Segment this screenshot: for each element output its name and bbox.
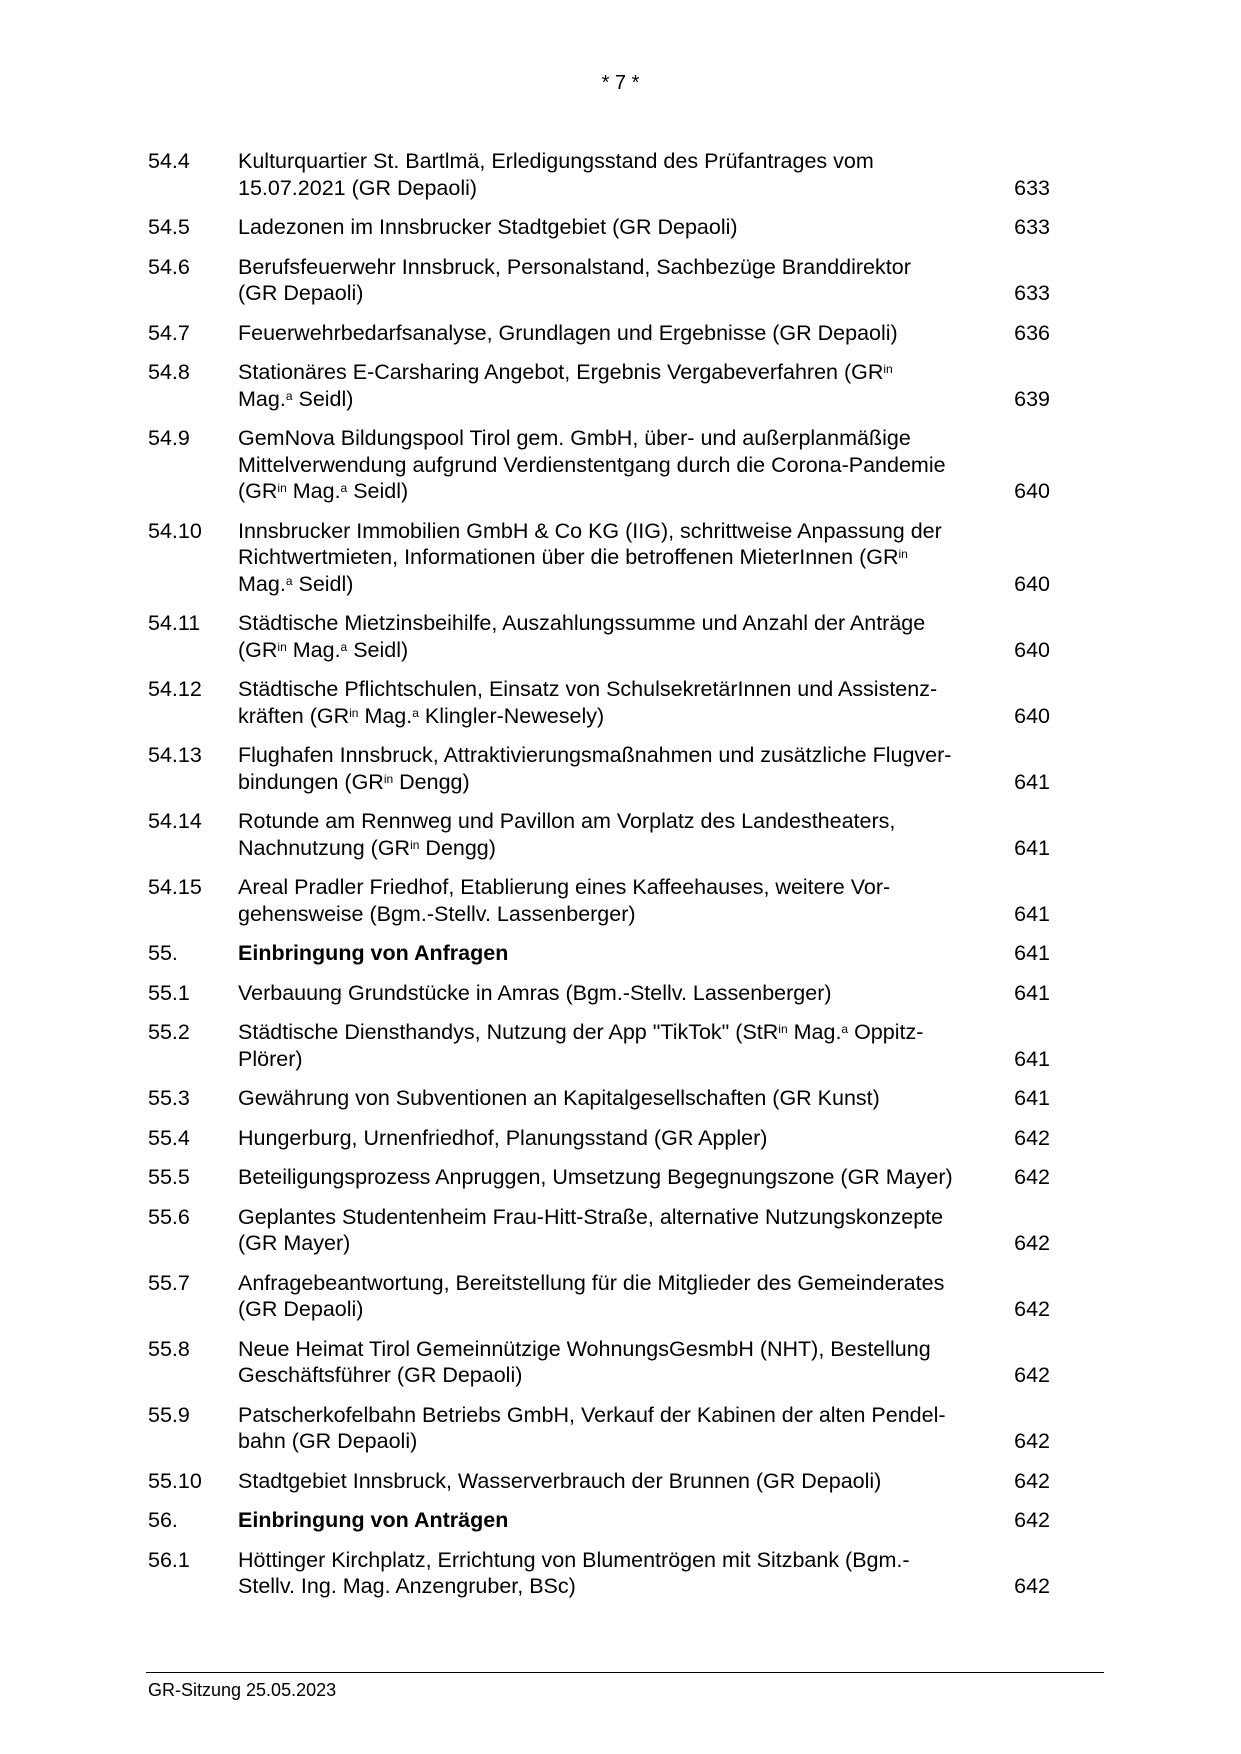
toc-entry-title [238, 1270, 1014, 1323]
toc-entry [148, 610, 1098, 663]
title-text: Mag. [238, 571, 286, 596]
toc-entry-number: 55.3 [148, 1086, 190, 1110]
toc-entry-page-number: 633 [1014, 281, 1050, 305]
title-superscript: a [412, 705, 419, 720]
title-text: Seidl) [292, 386, 354, 411]
toc-entry-number: 55.1 [148, 980, 190, 1005]
toc-entry-title-line [238, 359, 1014, 386]
toc-entry-title [238, 1507, 1014, 1534]
toc-entry-page-number: 640 [1014, 703, 1050, 728]
toc-entry-title [238, 1468, 1014, 1495]
toc-entry-title-line [238, 1507, 1014, 1534]
toc-entry-title-line [238, 280, 1014, 307]
toc-entry-title [238, 1085, 1014, 1112]
title-text: (GR Mayer) [238, 1231, 351, 1255]
toc-entry-title [238, 808, 1014, 861]
title-text: GemNova Bildungspool Tirol gem. GmbH, über- und außerplanmäßige [238, 426, 911, 450]
title-superscript: in [778, 1022, 788, 1036]
toc-entry-title-line [238, 940, 1014, 967]
toc-entry-number: 55.9 [148, 1402, 190, 1427]
title-text: Flughafen Innsbruck, Attraktivierungsmaßnahmen und zusätzliche Flugver- [238, 743, 952, 767]
toc-entry-number: 54.6 [148, 254, 190, 279]
title-text: bahn (GR Depaoli) [238, 1429, 418, 1453]
toc-entry [148, 1164, 1098, 1191]
toc-entry-title-line [238, 1336, 1014, 1363]
toc-entry-title [238, 1547, 1014, 1600]
toc-entry-page-number: 639 [1014, 386, 1050, 411]
title-superscript: in [383, 771, 394, 786]
toc-entry-number: 54.15 [148, 875, 202, 899]
title-text: Einbringung von Anträgen [238, 1508, 509, 1532]
toc-entry-title-line [238, 835, 1014, 862]
toc-entry-title-line [238, 386, 1014, 413]
toc-entry-page-number: 641 [1014, 980, 1050, 1005]
toc-entry-title-line [238, 676, 1014, 703]
title-text: Stellv. Ing. Mag. Anzengruber, BSc) [238, 1574, 576, 1598]
toc-entry [148, 1468, 1098, 1495]
toc-entry-number: 56. [148, 1508, 178, 1532]
toc-entry-number: 55.8 [148, 1336, 190, 1361]
toc-entry [148, 1019, 1098, 1072]
title-superscript: in [277, 481, 287, 495]
title-text: Städtische Mietzinsbeihilfe, Auszahlungssumme und Anzahl der Anträge [238, 611, 926, 635]
toc-entry-number: 55.7 [148, 1270, 190, 1295]
title-text: Mag. [787, 1020, 842, 1044]
toc-entry [148, 1085, 1098, 1112]
title-text: Ladezonen im Innsbrucker Stadtgebiet (GR Depaoli) [238, 215, 738, 239]
title-text: Kulturquartier St. Bartlmä, Erledigungsstand des Prüfantrages vom [238, 149, 874, 173]
toc-entry-number: 54.7 [148, 320, 190, 345]
toc-entry-title [238, 1402, 1014, 1455]
title-text: Geplantes Studentenheim Frau-Hitt-Straße, alternative Nutzungskonzepte [238, 1204, 944, 1229]
toc-entry [148, 148, 1098, 201]
title-text: Gewährung von Subventionen an Kapitalgesellschaften (GR Kunst) [238, 1086, 880, 1110]
toc-entry-page-number: 642 [1014, 1363, 1050, 1387]
toc-entry [148, 980, 1098, 1007]
title-text: Einbringung von Anfragen [238, 941, 509, 965]
toc-entry-page-number: 641 [1014, 1046, 1050, 1071]
toc-entry-page-number: 642 [1014, 1231, 1050, 1255]
toc-entry-title-line [238, 518, 1014, 545]
toc-entry-page-number: 642 [1014, 1468, 1050, 1493]
title-text: Mittelverwendung aufgrund Verdienstentgang durch die Corona-Pandemie [238, 452, 946, 477]
title-text: Nachnutzung (GR [238, 835, 411, 860]
toc-entry-title [238, 148, 1014, 201]
toc-entry-number: 54.13 [148, 743, 202, 767]
toc-entry [148, 874, 1098, 927]
toc-entry-title-line [238, 769, 1014, 796]
toc-entry [148, 808, 1098, 861]
title-superscript: a [285, 573, 293, 588]
toc-entry-title-line [238, 544, 1014, 571]
toc-entry-title-line [238, 808, 1014, 835]
toc-entry-title [238, 320, 1014, 347]
toc-entry [148, 425, 1098, 505]
toc-entry-page-number: 641 [1014, 835, 1050, 860]
title-superscript: a [841, 1022, 849, 1036]
toc-entry-number: 55.10 [148, 1468, 202, 1493]
title-superscript: a [285, 388, 293, 403]
toc-entry-title [238, 980, 1014, 1007]
toc-entry-page-number: 642 [1014, 1165, 1050, 1189]
toc-entry-page-number: 642 [1014, 1125, 1050, 1150]
title-text: Anfragebeantwortung, Bereitstellung für die Mitglieder des Gemeinderates [238, 1270, 945, 1295]
toc-entry-number: 54.12 [148, 677, 202, 701]
toc-entry-page-number: 642 [1014, 1429, 1050, 1453]
title-text: (GR [238, 637, 278, 662]
title-text: Dengg) [419, 835, 496, 860]
title-text: Stationäres E-Carsharing Angebot, Ergebnis Vergabeverfahren (GR [238, 360, 884, 384]
title-text: 15.07.2021 (GR Depaoli) [238, 175, 478, 200]
toc-entry-title [238, 359, 1014, 412]
title-superscript: in [898, 547, 908, 561]
toc-entry-number: 54.10 [148, 518, 202, 543]
toc-entry [148, 1402, 1098, 1455]
toc-entry-title [238, 610, 1014, 663]
toc-entry-page-number: 641 [1014, 941, 1050, 965]
toc-entry-title [238, 1125, 1014, 1152]
toc-entry [148, 254, 1098, 307]
title-text: (GR Depaoli) [238, 281, 364, 305]
toc-entry [148, 676, 1098, 729]
title-text: Seidl) [347, 479, 409, 503]
title-text: Hungerburg, Urnenfriedhof, Planungsstand (GR Appler) [238, 1125, 768, 1150]
toc-entry-title-line [238, 425, 1014, 452]
toc-entry-title [238, 676, 1014, 729]
toc-entry-title [238, 1019, 1014, 1072]
toc-entry-title [238, 1164, 1014, 1191]
title-superscript: in [883, 362, 893, 376]
toc-section-heading [148, 1507, 1098, 1534]
toc-entry [148, 214, 1098, 241]
toc-entry-title [238, 254, 1014, 307]
toc-entry-title-line [238, 1547, 1014, 1574]
title-text: Verbauung Grundstücke in Amras (Bgm.-Stellv. Lassenberger) [238, 980, 832, 1005]
title-text: Mag. [238, 386, 286, 411]
toc-entry-title [238, 874, 1014, 927]
toc-entry-number: 54.11 [148, 611, 201, 635]
toc-entry-title-line [238, 1362, 1014, 1389]
page-number: * 7 * [601, 72, 640, 94]
toc-entry [148, 1270, 1098, 1323]
title-text: Berufsfeuerwehr Innsbruck, Personalstand, Sachbezüge Branddirektor [238, 254, 911, 279]
toc-entry-title-line [238, 1296, 1014, 1323]
title-text: kräften (GR [238, 703, 350, 728]
title-text: gehensweise (Bgm.-Stellv. Lassenberger) [238, 901, 636, 926]
title-text: (GR Depaoli) [238, 1297, 364, 1321]
toc-entry-title-line [238, 478, 1014, 505]
toc-entry [148, 359, 1098, 412]
toc-entry-title-line [238, 1204, 1014, 1231]
toc-section-heading [148, 940, 1098, 967]
title-text: Areal Pradler Friedhof, Etablierung eines Kaffeehauses, weitere Vor- [238, 875, 891, 899]
toc-entry-title-line [238, 874, 1014, 901]
title-text: Städtische Diensthandys, Nutzung der App "TikTok" (StR [238, 1020, 779, 1044]
title-text: Mag. [286, 637, 341, 662]
toc-entry-page-number: 636 [1014, 320, 1050, 345]
toc-entry-number: 54.8 [148, 360, 190, 384]
toc-entry-title-line [238, 1468, 1014, 1495]
toc-entry-number: 55. [148, 941, 178, 965]
toc-entry-page-number: 633 [1014, 215, 1050, 239]
toc-entry-title-line [238, 703, 1014, 730]
toc-entry-title-line [238, 980, 1014, 1007]
toc-entry-title-line [238, 1270, 1014, 1297]
toc-entry-page-number: 642 [1014, 1574, 1050, 1598]
toc-entry-page-number: 641 [1014, 769, 1050, 794]
toc-entry-number: 56.1 [148, 1547, 190, 1572]
toc-entry-page-number: 640 [1014, 571, 1050, 596]
toc-entry-title [238, 742, 1014, 795]
toc-entry-page-number: 641 [1014, 901, 1050, 926]
title-text: (GR [238, 479, 278, 503]
toc-entry-number: 55.5 [148, 1165, 190, 1189]
toc-entry-page-number: 642 [1014, 1508, 1050, 1532]
title-text: Oppitz- [848, 1020, 924, 1044]
title-superscript: a [340, 639, 348, 654]
toc-entry-number: 55.4 [148, 1125, 190, 1150]
toc-entry-number: 54.14 [148, 809, 202, 833]
title-superscript: in [410, 837, 420, 852]
title-text: Höttinger Kirchplatz, Errichtung von Blumentrögen mit Sitzbank (Bgm.- [238, 1547, 910, 1572]
toc-entry-title-line [238, 1573, 1014, 1600]
title-text: Seidl) [347, 637, 409, 662]
title-text: Plörer) [238, 1046, 303, 1071]
toc-entry [148, 1336, 1098, 1389]
toc-entry-number: 54.5 [148, 215, 190, 239]
toc-entry [148, 742, 1098, 795]
title-superscript: in [349, 705, 359, 720]
title-superscript: a [340, 481, 348, 495]
title-text: Patscherkofelbahn Betriebs GmbH, Verkauf der Kabinen der alten Pendel- [238, 1402, 946, 1427]
toc-entry-title-line [238, 1125, 1014, 1152]
toc-entry-title-line [238, 1019, 1014, 1046]
toc-entry [148, 1547, 1098, 1600]
toc-entry-title-line [238, 1164, 1014, 1191]
toc-entry-page-number: 640 [1014, 637, 1050, 662]
title-text: Dengg) [393, 769, 470, 794]
title-text: Innsbrucker Immobilien GmbH & Co KG (IIG), schrittweise Anpassung der [238, 518, 942, 543]
toc-entry-title [238, 1204, 1014, 1257]
title-text: Mag. [286, 479, 341, 503]
toc-entry-title-line [238, 148, 1014, 175]
title-text: Richtwertmieten, Informationen über die betroffenen MieterInnen (GR [238, 545, 899, 569]
toc-entry [148, 1125, 1098, 1152]
toc-entry-title [238, 940, 1014, 967]
table-of-contents [148, 148, 1098, 1613]
toc-entry-title-line [238, 1046, 1014, 1073]
toc-entry-number: 54.4 [148, 149, 190, 173]
title-text: bindungen (GR [238, 769, 384, 794]
footer-divider [146, 1672, 1104, 1673]
toc-entry-number: 55.6 [148, 1204, 190, 1229]
title-text: Rotunde am Rennweg und Pavillon am Vorplatz des Landestheaters, [238, 809, 896, 833]
title-text: Beteiligungsprozess Anpruggen, Umsetzung Begegnungszone (GR Mayer) [238, 1165, 953, 1189]
toc-entry-title [238, 1336, 1014, 1389]
title-text: Seidl) [292, 571, 354, 596]
toc-entry-title [238, 518, 1014, 598]
toc-entry-page-number: 640 [1014, 479, 1050, 503]
title-text: Städtische Pflichtschulen, Einsatz von SchulsekretärInnen und Assistenz- [238, 677, 938, 701]
toc-entry [148, 320, 1098, 347]
toc-entry-title-line [238, 1085, 1014, 1112]
toc-entry-page-number: 642 [1014, 1297, 1050, 1321]
toc-entry-page-number: 641 [1014, 1086, 1050, 1110]
toc-entry-title-line [238, 452, 1014, 479]
toc-entry-title [238, 214, 1014, 241]
toc-entry [148, 518, 1098, 598]
title-text: Geschäftsführer (GR Depaoli) [238, 1363, 523, 1387]
toc-entry-title-line [238, 1428, 1014, 1455]
toc-entry-title-line [238, 742, 1014, 769]
title-text: Klingler-Newesely) [418, 703, 605, 728]
title-text: Neue Heimat Tirol Gemeinnützige WohnungsGesmbH (NHT), Bestellung [238, 1336, 931, 1361]
toc-entry-title-line [238, 1230, 1014, 1257]
toc-entry-number: 55.2 [148, 1020, 190, 1044]
toc-entry-number: 54.9 [148, 426, 190, 450]
toc-entry-title-line [238, 571, 1014, 598]
toc-entry-title [238, 425, 1014, 505]
toc-entry-title-line [238, 214, 1014, 241]
toc-entry-title-line [238, 610, 1014, 637]
toc-entry-title-line [238, 637, 1014, 664]
toc-entry-title-line [238, 254, 1014, 281]
title-text: Feuerwehrbedarfsanalyse, Grundlagen und Ergebnisse (GR Depaoli) [238, 320, 898, 345]
toc-entry [148, 1204, 1098, 1257]
title-superscript: in [277, 639, 287, 654]
title-text: Mag. [358, 703, 413, 728]
toc-entry-title-line [238, 901, 1014, 928]
toc-entry-title-line [238, 1402, 1014, 1429]
toc-entry-title-line [238, 320, 1014, 347]
toc-entry-page-number: 633 [1014, 175, 1050, 200]
footer-session-date: GR-Sitzung 25.05.2023 [148, 1680, 337, 1700]
title-text: Stadtgebiet Innsbruck, Wasserverbrauch der Brunnen (GR Depaoli) [238, 1468, 882, 1493]
toc-entry-title-line [238, 175, 1014, 202]
